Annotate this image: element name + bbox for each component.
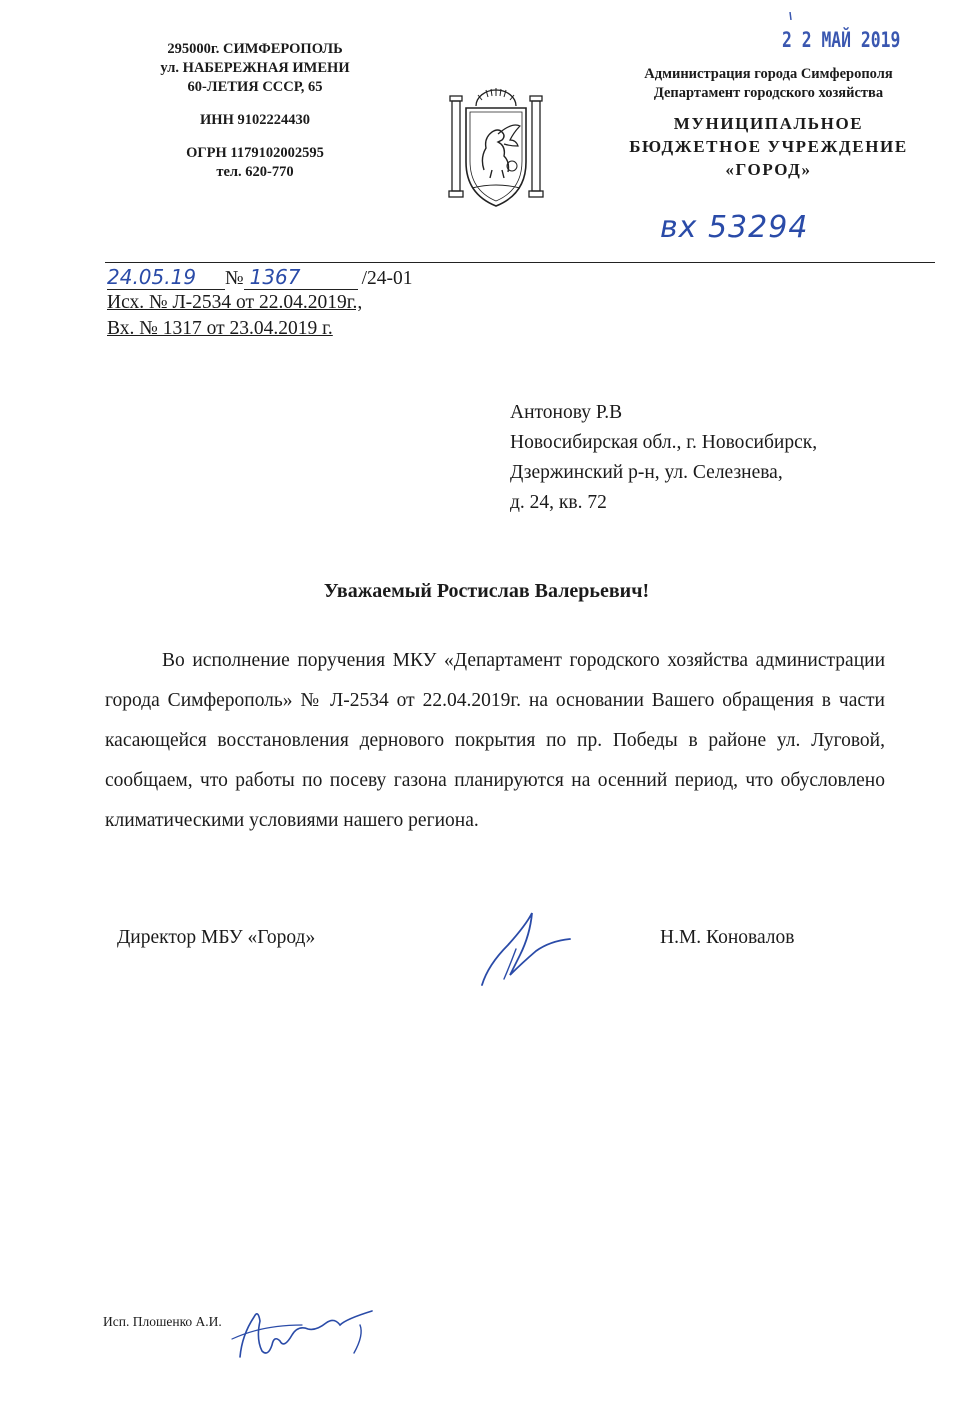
letter-body — [105, 641, 885, 841]
handwritten-incoming-number: вх 53294 — [660, 210, 809, 245]
admin-name: Администрация города Симферополя — [644, 66, 893, 82]
signatory-title: Директор МБУ «Город» — [117, 927, 316, 948]
crimea-coat-of-arms-emblem — [440, 82, 552, 210]
handwritten-reg-date: 24.05.19 — [107, 265, 225, 290]
sender-address-block — [100, 40, 410, 182]
reference-numbers — [107, 290, 362, 342]
ref-outgoing: Исх. № Л-2534 от 22.04.2019г., — [107, 292, 363, 313]
signatory-name: Н.М. Коновалов — [660, 927, 795, 948]
director-signature — [470, 905, 580, 990]
number-sign: № — [225, 268, 244, 289]
recipient-line-1: Новосибирская обл., г. Новосибирск, — [510, 432, 818, 453]
sender-ogrn: ОГРН 1179102002595 — [186, 145, 324, 161]
sender-street: ул. НАБЕРЕЖНАЯ ИМЕНИ — [160, 60, 350, 76]
header-divider — [105, 262, 935, 263]
organization-header — [596, 65, 941, 181]
org-name-line-2: БЮДЖЕТНОЕ УЧРЕЖДЕНИЕ — [629, 137, 908, 156]
recipient-name: Антонову Р.В — [510, 402, 623, 423]
executor-signature — [222, 1295, 382, 1365]
department-name: Департамент городского хозяйства — [653, 85, 884, 101]
org-name — [596, 112, 941, 181]
received-date-stamp: 2 2 МАЙ 2019 — [782, 28, 901, 52]
recipient-line-3: д. 24, кв. 72 — [510, 492, 607, 513]
org-name-line-1: МУНИЦИПАЛЬНОЕ — [673, 114, 864, 133]
greeting: Уважаемый Ростислав Валерьевич! — [323, 580, 650, 602]
org-name-line-3: «ГОРОД» — [725, 160, 812, 179]
recipient-line-2: Дзержинский р-н, ул. Селезнева, — [510, 462, 783, 483]
reg-suffix: /24-01 — [361, 268, 413, 289]
sender-street-2: 60-ЛЕТИЯ СССР, 65 — [187, 79, 323, 95]
sender-city: 295000г. СИМФЕРОПОЛЬ — [167, 41, 343, 57]
body-paragraph: Во исполнение поручения МКУ «Департамент городского хозяйства администрации города Симферополь» № Л-2534 от 22.04.2019г. на основании Вашего обращения в части касающейся восстановления дернового покрытия по пр. Победы в районе ул. Луговой, сообщаем, что работы по посеву газона планируются на осенний период, что обусловлено климатическими условиями нашего региона. — [105, 650, 885, 831]
ref-incoming: Вх. № 1317 от 23.04.2019 г. — [107, 318, 333, 339]
registration-line — [107, 265, 413, 290]
stamp-tick-mark — [788, 12, 794, 20]
recipient-address — [510, 398, 817, 518]
sender-phone: тел. 620-770 — [216, 164, 294, 180]
handwritten-reg-number: 1367 — [244, 265, 358, 290]
executor: Исп. Плошенко А.И. — [103, 1314, 222, 1329]
sender-inn: ИНН 9102224430 — [200, 112, 310, 128]
